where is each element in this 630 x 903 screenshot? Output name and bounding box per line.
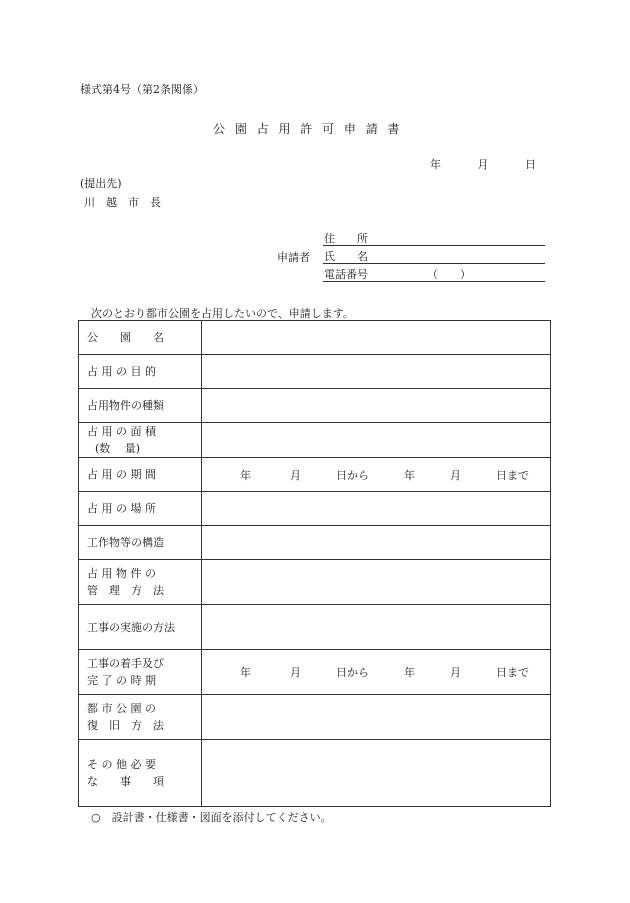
date-line — [430, 156, 536, 172]
row-label: 占 用 の 場 所 — [79, 492, 202, 526]
structure-cell[interactable] — [202, 526, 551, 560]
date-month: 月 — [477, 158, 489, 171]
submit-to: (提出先) — [80, 177, 122, 190]
table-row — [79, 740, 551, 807]
park-name-cell[interactable] — [202, 321, 551, 355]
row-label: そ の 他 必 要 な 事 項 — [79, 740, 202, 807]
row-label: 都 市 公 園 の 復 旧 方 法 — [79, 695, 202, 740]
table-row — [79, 560, 551, 605]
attachment-note: ○ 設計書・仕様書・図面を添付してください。 — [91, 811, 332, 824]
date-year: 年 — [430, 158, 441, 171]
applicant-label: 申請者 — [277, 251, 310, 264]
address-field[interactable] — [323, 229, 545, 246]
recipient: 川 越 市 長 — [84, 196, 161, 209]
other-matters-cell[interactable] — [202, 740, 551, 807]
row-label: 工事の実施の方法 — [79, 605, 202, 650]
intro-text: 次のとおり都市公園を占用したいので、申請します。 — [91, 307, 354, 320]
management-cell[interactable] — [202, 560, 551, 605]
table-row — [79, 389, 551, 423]
object-type-cell[interactable] — [202, 389, 551, 423]
table-row — [79, 355, 551, 389]
row-label: 工作物等の構造 — [79, 526, 202, 560]
table-row — [79, 695, 551, 740]
phone-label: 電話番号 — [324, 268, 368, 281]
table-row — [79, 526, 551, 560]
date-day: 日 — [525, 158, 536, 171]
phone-field[interactable] — [323, 265, 545, 282]
row-label: 占 用 の 目 的 — [79, 355, 202, 389]
table-row — [79, 423, 551, 458]
table-row — [79, 605, 551, 650]
application-table — [78, 320, 551, 807]
name-label: 氏 名 — [324, 250, 368, 263]
phone-paren: （ ） — [427, 268, 471, 281]
row-label: 占 用 物 件 の 管 理 方 法 — [79, 560, 202, 605]
row-label: 公 園 名 — [79, 321, 202, 355]
table-row — [79, 650, 551, 695]
purpose-cell[interactable] — [202, 355, 551, 389]
row-label: 占用物件の種類 — [79, 389, 202, 423]
table-row — [79, 458, 551, 492]
area-cell[interactable] — [202, 423, 551, 458]
location-cell[interactable] — [202, 492, 551, 526]
address-label: 住 所 — [324, 232, 368, 245]
table-row — [79, 321, 551, 355]
construction-period-cell[interactable]: 年 月 日から 年 月 日まで — [202, 650, 551, 695]
occupancy-period-cell[interactable]: 年 月 日から 年 月 日まで — [202, 458, 551, 492]
row-label: 占 用 の 期 間 — [79, 458, 202, 492]
row-label: 工事の着手及び 完 了 の 時 期 — [79, 650, 202, 695]
row-label: 占 用 の 面 積 (数 量) — [79, 423, 202, 458]
form-number: 様式第4号（第2条関係） — [80, 83, 204, 96]
construction-method-cell[interactable] — [202, 605, 551, 650]
restoration-cell[interactable] — [202, 695, 551, 740]
name-field[interactable] — [323, 247, 545, 264]
document-title: 公 園 占 用 許 可 申 請 書 — [213, 122, 400, 136]
table-row — [79, 492, 551, 526]
